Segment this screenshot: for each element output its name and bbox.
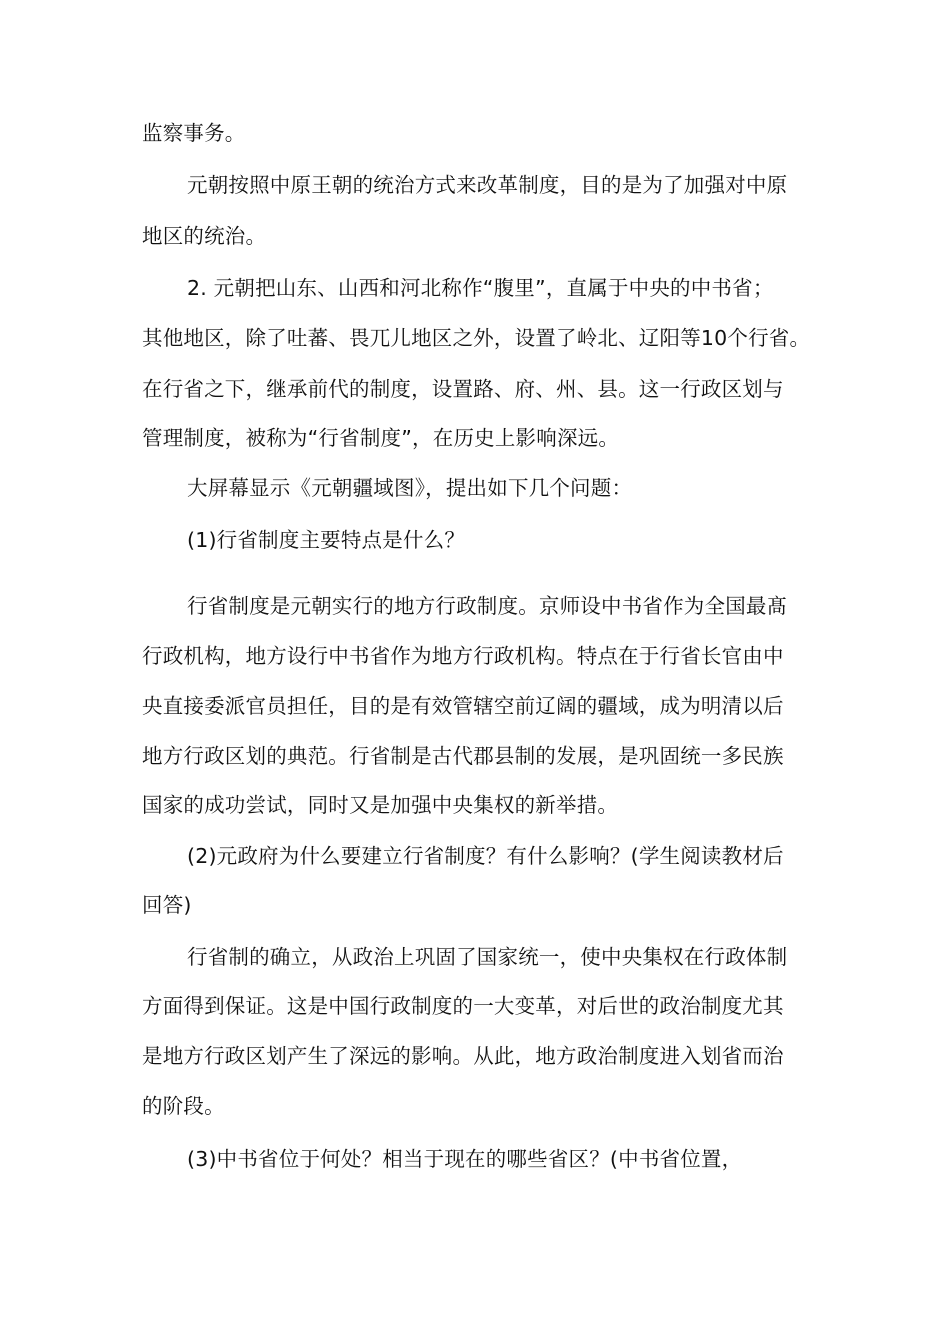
text-line: 央直接委派官员担任，目的是有效管辖空前辽阔的疆域，成为明清以后 <box>142 694 784 718</box>
text-line: 行政机构，地方设行中书省作为地方行政机构。特点在于行省长官由中 <box>142 644 784 668</box>
text-line: 的阶段。 <box>142 1094 225 1118</box>
text-line: 地方行政区划的典范。行省制是古代郡县制的发展，是巩固统一多民族 <box>142 744 784 768</box>
question-line: (1)行省制度主要特点是什么？ <box>187 528 466 552</box>
text-line: 方面得到保证。这是中国行政制度的一大变革，对后世的政治制度尤其 <box>142 994 784 1018</box>
text-line: 国家的成功尝试，同时又是加强中央集权的新举措。 <box>142 793 619 817</box>
text-line: 其他地区，除了吐蕃、畏兀儿地区之外，设置了岭北、辽阳等10个行省。 <box>142 326 811 350</box>
paragraph-line: 2. 元朝把山东、山西和河北称作“腹里”，直属于中央的中书省； <box>187 276 774 300</box>
text-line: 在行省之下，继承前代的制度，设置路、府、州、县。这一行政区划与 <box>142 377 784 401</box>
text-line: 管理制度，被称为“行省制度”，在历史上影响深远。 <box>142 426 620 450</box>
text-line: 回答) <box>142 893 192 917</box>
paragraph-line: 元朝按照中原王朝的统治方式来改革制度，目的是为了加强对中原 <box>187 173 788 197</box>
question-line: (2)元政府为什么要建立行省制度？有什么影响？(学生阅读教材后 <box>187 844 784 868</box>
paragraph-line: 行省制的确立，从政治上巩固了国家统一，使中央集权在行政体制 <box>187 945 788 969</box>
question-line: (3)中书省位于何处？相当于现在的哪些省区？(中书省位置， <box>187 1147 743 1171</box>
text-line: 地区的统治。 <box>142 224 267 248</box>
text-line: 监察事务。 <box>142 121 246 145</box>
text-line: 是地方行政区划产生了深远的影响。从此，地方政治制度进入划省而治 <box>142 1044 784 1068</box>
paragraph-line: 大屏幕显示《元朝疆域图》，提出如下几个问题： <box>187 476 633 500</box>
paragraph-line: 行省制度是元朝实行的地方行政制度。京师设中书省作为全国最髙 <box>187 594 788 618</box>
